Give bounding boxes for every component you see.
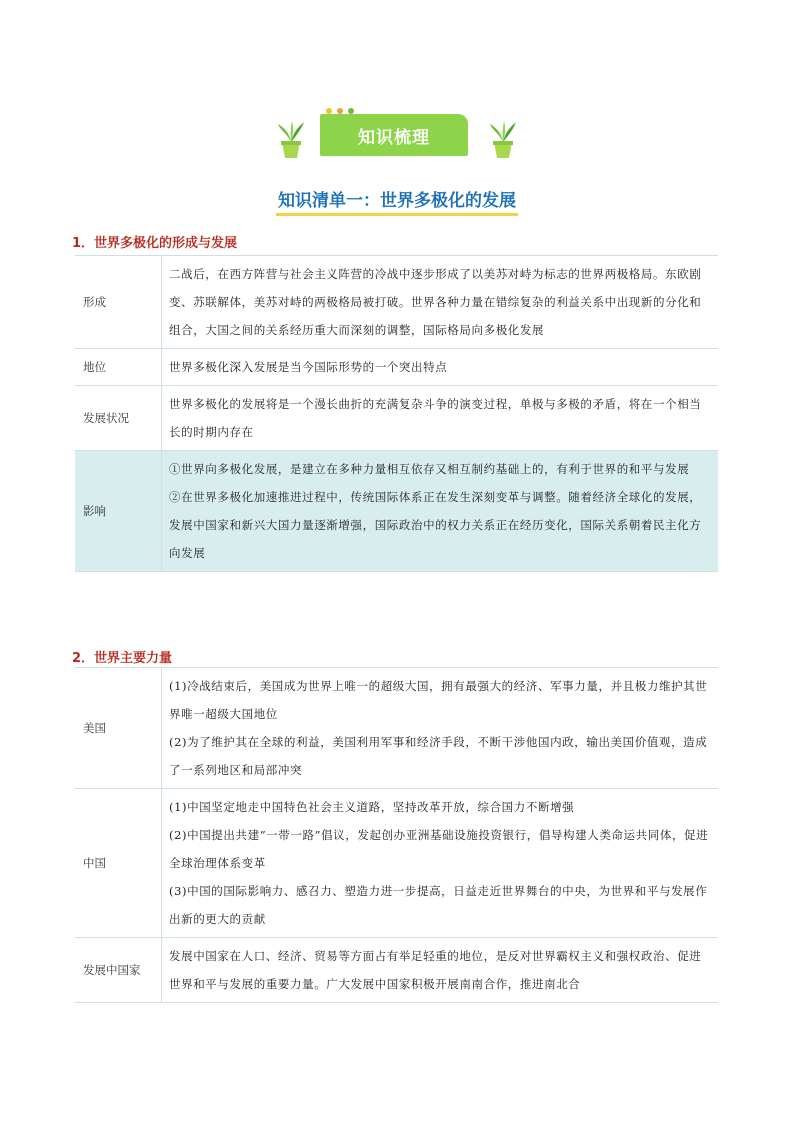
potted-plant-icon [276, 120, 306, 160]
row-content: 发展中国家在人口、经济、贸易等方面占有举足轻重的地位，是反对世界霸权主义和强权政治、促进世界和平与发展的重要力量。广大发展中国家积极开展南南合作，推进南北合 [162, 938, 719, 1003]
row-label: 发展状况 [75, 386, 162, 451]
knowledge-table-1 [75, 255, 718, 572]
table-row [75, 349, 718, 386]
section-heading-2: 2．世界主要力量 [72, 651, 173, 666]
table-row [75, 386, 718, 451]
row-content: 世界多极化深入发展是当今国际形势的一个突出特点 [162, 349, 719, 386]
row-content: 二战后，在西方阵营与社会主义阵营的冷战中逐步形成了以美苏对峙为标志的世界两极格局。东欧剧变、苏联解体，美苏对峙的两极格局被打破。世界各种力量在错综复杂的利益关系中出现新的分化和组合，大国之间的关系经历重大而深刻的调整，国际格局向多极化发展 [162, 256, 719, 349]
section-banner [276, 110, 518, 160]
row-content: 世界多极化的发展将是一个漫长曲折的充满复杂斗争的演变过程，单极与多极的矛盾，将在一个相当长的时期内存在 [162, 386, 719, 451]
potted-plant-icon [488, 120, 518, 160]
table-row [75, 789, 718, 938]
row-content: (1)冷战结束后，美国成为世界上唯一的超级大国，拥有最强大的经济、军事力量，并且极力维护其世界唯一超级大国地位 (2)为了维护其在全球的利益，美国利用军事和经济手段，不断干涉他国内政，输出美国价值观，造成了一系列地区和局部冲突 [162, 668, 719, 789]
table-row [75, 256, 718, 349]
row-content: (1)中国坚定地走中国特色社会主义道路，坚持改革开放，综合国力不断增强 (2)中国提出共建“一带一路”倡议，发起创办亚洲基础设施投资银行，倡导构建人类命运共同体，促进全球治理体系变革 (3)中国的国际影响力、感召力、塑造力进一步提高，日益走近世界舞台的中央，为世界和平与发展作出新的更大的贡献 [162, 789, 719, 938]
page-title [0, 186, 794, 216]
row-label: 美国 [75, 668, 162, 789]
knowledge-table-2 [75, 667, 718, 1003]
page-title-text: 知识清单一：世界多极化的发展 [276, 186, 518, 216]
row-label: 发展中国家 [75, 938, 162, 1003]
section-heading-1: 1．世界多极化的形成与发展 [72, 236, 238, 251]
table-row [75, 451, 718, 572]
row-label: 形成 [75, 256, 162, 349]
row-label: 影响 [75, 451, 162, 572]
table-row [75, 668, 718, 789]
row-label: 中国 [75, 789, 162, 938]
banner-label: 知识梳理 [320, 114, 468, 156]
row-label: 地位 [75, 349, 162, 386]
row-content: ①世界向多极化发展，是建立在多种力量相互依存又相互制约基础上的，有利于世界的和平与发展 ②在世界多极化加速推进过程中，传统国际体系正在发生深刻变革与调整。随着经济全球化的发展，发展中国家和新兴大国力量逐渐增强，国际政治中的权力关系正在经历变化，国际关系朝着民主化方向发展 [162, 451, 719, 572]
table-row [75, 938, 718, 1003]
